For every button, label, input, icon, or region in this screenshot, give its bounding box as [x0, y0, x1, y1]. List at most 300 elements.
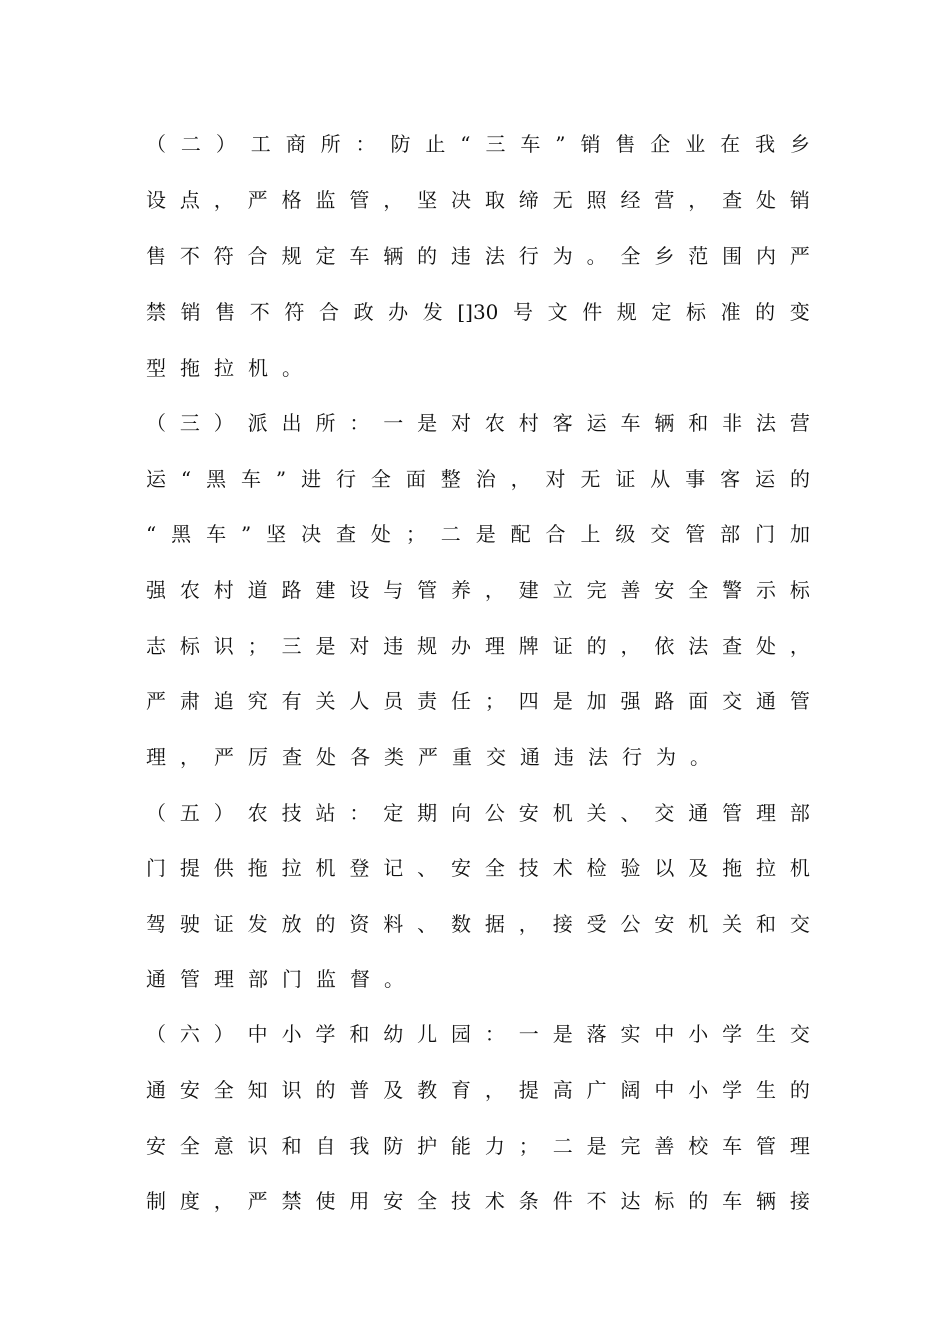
- text-glyph: 处: [316, 745, 336, 769]
- text-glyph: 违: [554, 745, 574, 769]
- text-glyph: 违: [451, 244, 472, 268]
- text-glyph: 全: [620, 244, 641, 268]
- text-glyph: 用: [349, 1189, 370, 1213]
- text-glyph: 辆: [654, 411, 675, 435]
- text-glyph: 事: [685, 467, 706, 491]
- text-glyph: 进: [301, 467, 322, 491]
- text-glyph: 是: [315, 634, 336, 658]
- text-glyph: 度: [179, 1189, 200, 1213]
- text-glyph: 门: [282, 967, 302, 991]
- text-glyph: 安: [654, 578, 675, 602]
- text-glyph: ；: [518, 1134, 539, 1158]
- text-glyph: 面: [405, 467, 426, 491]
- text-glyph: 售: [215, 300, 236, 324]
- text-glyph: 重: [452, 745, 472, 769]
- text-glyph: 强: [146, 578, 166, 602]
- text-glyph: 和: [756, 912, 777, 936]
- text-glyph: 证: [213, 912, 234, 936]
- text-glyph: 、: [620, 801, 641, 825]
- text-glyph: 标: [654, 1189, 675, 1213]
- text-glyph: 追: [213, 689, 234, 713]
- text-glyph: 全: [417, 1189, 438, 1213]
- text-glyph: ）: [213, 1022, 234, 1046]
- text-glyph: 路: [281, 578, 302, 602]
- text-glyph: 的: [315, 912, 336, 936]
- text-glyph: 阔: [620, 1078, 641, 1102]
- text-glyph: 交: [486, 745, 506, 769]
- text-glyph: 、: [417, 856, 438, 880]
- text-glyph: ，: [789, 634, 810, 658]
- text-glyph: 严: [146, 689, 166, 713]
- text-glyph: 关: [722, 912, 743, 936]
- text-glyph: 理: [756, 801, 777, 825]
- text-glyph: 教: [417, 1078, 438, 1102]
- text-glyph: 营: [789, 411, 810, 435]
- text-glyph: 。: [690, 745, 710, 769]
- text-glyph: 究: [247, 689, 268, 713]
- text-glyph: 无: [552, 188, 573, 212]
- text-glyph: 记: [383, 856, 404, 880]
- text-glyph: 号: [513, 300, 533, 324]
- text-glyph: 向: [451, 801, 472, 825]
- text-glyph: 治: [475, 467, 496, 491]
- text-glyph: 依: [654, 634, 675, 658]
- text-glyph: 实: [620, 1022, 641, 1046]
- text-glyph: 客: [720, 467, 741, 491]
- text-glyph: 护: [417, 1134, 438, 1158]
- text-glyph: 整: [440, 467, 461, 491]
- text-glyph: 能: [451, 1134, 472, 1158]
- text-glyph: 定: [315, 244, 336, 268]
- text-glyph: 接: [789, 1189, 810, 1213]
- text-glyph: 为: [552, 244, 573, 268]
- text-glyph: ；: [405, 522, 426, 546]
- text-glyph: 供: [213, 856, 234, 880]
- text-glyph: 三: [179, 411, 200, 435]
- text-glyph: 监: [315, 188, 336, 212]
- text-glyph: 面: [688, 689, 709, 713]
- text-glyph: 达: [620, 1189, 641, 1213]
- text-glyph: 加: [586, 689, 607, 713]
- text-glyph: 示: [756, 578, 777, 602]
- text-glyph: 销: [580, 132, 601, 156]
- text-glyph: 我: [755, 132, 776, 156]
- text-line: [146, 907, 810, 941]
- text-glyph: 生: [756, 1022, 777, 1046]
- text-line: [146, 1184, 810, 1218]
- text-glyph: ，: [484, 578, 505, 602]
- text-line: [146, 684, 810, 718]
- text-glyph: 标: [685, 300, 706, 324]
- text-glyph: 防: [383, 1134, 404, 1158]
- text-glyph: 管: [789, 689, 810, 713]
- text-glyph: 三: [485, 132, 506, 156]
- text-glyph: 销: [789, 188, 810, 212]
- text-glyph: 交: [789, 1022, 810, 1046]
- text-glyph: 拖: [722, 856, 743, 880]
- text-glyph: 机: [552, 801, 573, 825]
- text-glyph: 农: [484, 411, 505, 435]
- text-glyph: ：: [349, 411, 370, 435]
- text-glyph: 安: [518, 801, 539, 825]
- text-glyph: 规: [417, 634, 438, 658]
- text-glyph: 部: [248, 967, 268, 991]
- text-glyph: 禁: [146, 300, 166, 324]
- text-glyph: 及: [688, 856, 709, 880]
- text-glyph: 交: [789, 912, 810, 936]
- text-glyph: 学: [722, 1078, 743, 1102]
- text-glyph: 任: [451, 689, 472, 713]
- text-glyph: 是: [475, 522, 496, 546]
- text-glyph: 关: [315, 689, 336, 713]
- text-glyph: 完: [586, 578, 607, 602]
- text-glyph: ，: [484, 1078, 505, 1102]
- text-glyph: 法: [588, 745, 608, 769]
- text-glyph: 的: [586, 634, 607, 658]
- text-glyph: 识: [247, 1134, 268, 1158]
- text-glyph: 和: [349, 1022, 370, 1046]
- text-glyph: 各: [350, 745, 370, 769]
- text-glyph: 售: [146, 244, 166, 268]
- text-glyph: 与: [383, 578, 404, 602]
- text-glyph: 拖: [180, 356, 200, 380]
- text-glyph: ，: [213, 1189, 234, 1213]
- text-glyph: 标: [789, 578, 810, 602]
- text-glyph: 二: [180, 132, 201, 156]
- text-glyph: 通: [146, 967, 166, 991]
- text-glyph: 规: [281, 244, 302, 268]
- text-glyph: 符: [213, 244, 234, 268]
- text-glyph: 志: [146, 634, 166, 658]
- text-glyph: 农: [179, 578, 200, 602]
- text-glyph: 。: [384, 967, 404, 991]
- text-glyph: 非: [722, 411, 743, 435]
- text-glyph: 知: [247, 1078, 268, 1102]
- text-glyph: 拖: [247, 856, 268, 880]
- text-glyph: 车: [241, 467, 261, 491]
- text-glyph: 安: [179, 1078, 200, 1102]
- text-glyph: 的: [417, 244, 438, 268]
- text-glyph: 政: [353, 300, 374, 324]
- text-glyph: ；: [484, 689, 505, 713]
- text-glyph: 的: [789, 1078, 810, 1102]
- text-glyph: 件: [552, 1189, 573, 1213]
- text-glyph: 生: [756, 1078, 777, 1102]
- text-glyph: 上: [580, 522, 601, 546]
- text-glyph: 使: [315, 1189, 336, 1213]
- text-glyph: 意: [213, 1134, 234, 1158]
- text-glyph: ；: [247, 634, 268, 658]
- text-glyph: 查: [722, 188, 743, 212]
- text-glyph: 的: [315, 1078, 336, 1102]
- text-line: [146, 1129, 810, 1163]
- text-glyph: 一: [383, 411, 404, 435]
- text-glyph: 站: [315, 801, 336, 825]
- text-glyph: 接: [552, 912, 573, 936]
- text-glyph: 决: [301, 522, 322, 546]
- text-glyph: 黑: [171, 522, 192, 546]
- text-glyph: 车: [722, 1134, 743, 1158]
- text-glyph: 三: [281, 634, 302, 658]
- text-glyph: 营: [654, 188, 675, 212]
- text-line: [146, 962, 810, 996]
- text-glyph: 定: [651, 300, 672, 324]
- text-glyph: 点: [179, 188, 200, 212]
- text-glyph: 关: [586, 801, 607, 825]
- text-glyph: 部: [789, 801, 810, 825]
- text-glyph: 无: [580, 467, 601, 491]
- text-line: [146, 796, 810, 830]
- text-glyph: 放: [281, 912, 302, 936]
- text-glyph: 工: [250, 132, 271, 156]
- text-glyph: 机: [688, 912, 709, 936]
- text-glyph: ，: [510, 467, 531, 491]
- text-glyph: 责: [417, 689, 438, 713]
- text-glyph: 黑: [206, 467, 227, 491]
- text-glyph: 高: [552, 1078, 573, 1102]
- text-glyph: 五: [179, 801, 200, 825]
- text-glyph: 严: [789, 244, 810, 268]
- text-glyph: 对: [545, 467, 566, 491]
- text-glyph: 资: [349, 912, 370, 936]
- text-glyph: 交: [722, 689, 743, 713]
- text-glyph: 肃: [179, 689, 200, 713]
- text-glyph: 落: [586, 1022, 607, 1046]
- text-glyph: 公: [484, 801, 505, 825]
- text-glyph: 受: [586, 912, 607, 936]
- text-glyph: 据: [484, 912, 505, 936]
- text-glyph: 通: [756, 689, 777, 713]
- text-line: [146, 573, 810, 607]
- text-glyph: 拉: [214, 356, 234, 380]
- text-glyph: 型: [146, 356, 166, 380]
- text-glyph: 安: [654, 912, 675, 936]
- text-glyph: 理: [146, 745, 166, 769]
- text-glyph: 检: [586, 856, 607, 880]
- text-glyph: 设: [349, 578, 370, 602]
- text-glyph: 证: [552, 634, 573, 658]
- text-glyph: 不: [179, 244, 200, 268]
- text-glyph: 法: [484, 244, 505, 268]
- text-glyph: 是: [586, 1134, 607, 1158]
- text-glyph: （: [146, 1022, 166, 1046]
- text-glyph: 发: [247, 912, 268, 936]
- text-glyph: 技: [281, 801, 302, 825]
- text-glyph: ）: [215, 132, 236, 156]
- text-glyph: 证: [615, 467, 636, 491]
- text-glyph: 技: [518, 856, 539, 880]
- text-glyph: 是: [552, 689, 573, 713]
- text-glyph: 不: [586, 1189, 607, 1213]
- text-glyph: 门: [146, 856, 166, 880]
- text-glyph: 学: [722, 1022, 743, 1046]
- text-glyph: 围: [722, 244, 743, 268]
- text-line: [146, 629, 810, 663]
- text-glyph: 员: [383, 689, 404, 713]
- text-glyph: 善: [654, 1134, 675, 1158]
- text-glyph: 立: [552, 578, 573, 602]
- text-glyph: 全: [688, 578, 709, 602]
- text-glyph: 二: [440, 522, 461, 546]
- text-line: [146, 295, 810, 329]
- text-glyph: 查: [336, 522, 356, 546]
- text-line: [146, 406, 810, 440]
- text-glyph: 违: [383, 634, 404, 658]
- text-glyph: ）: [213, 801, 234, 825]
- text-glyph: 管: [417, 578, 438, 602]
- text-line: [146, 517, 810, 551]
- text-glyph: “: [180, 467, 192, 491]
- text-glyph: 派: [247, 411, 268, 435]
- text-glyph: 安: [451, 856, 472, 880]
- text-glyph: 条: [518, 1189, 539, 1213]
- text-glyph: 处: [370, 522, 391, 546]
- text-glyph: 管: [756, 1134, 777, 1158]
- text-glyph: 取: [484, 188, 505, 212]
- text-glyph: 处: [756, 188, 777, 212]
- text-glyph: 对: [349, 634, 370, 658]
- text-glyph: 商: [285, 132, 306, 156]
- text-glyph: 养: [451, 578, 472, 602]
- text-glyph: 企: [650, 132, 671, 156]
- text-glyph: 范: [688, 244, 709, 268]
- text-glyph: 管: [180, 967, 200, 991]
- text-glyph: “: [146, 522, 157, 546]
- text-glyph: 识: [213, 634, 234, 658]
- text-glyph: 所: [315, 411, 336, 435]
- text-glyph: 行: [622, 745, 642, 769]
- text-glyph: 通: [520, 745, 540, 769]
- text-glyph: 料: [383, 912, 404, 936]
- text-glyph: 数: [451, 912, 472, 936]
- text-glyph: 识: [281, 1078, 302, 1102]
- text-glyph: ：: [484, 1022, 505, 1046]
- text-glyph: 法: [756, 411, 777, 435]
- text-glyph: 农: [247, 801, 268, 825]
- text-glyph: 符: [284, 300, 305, 324]
- text-glyph: 查: [282, 745, 302, 769]
- text-glyph: 以: [654, 856, 675, 880]
- text-glyph: 管: [685, 522, 706, 546]
- text-glyph: 业: [685, 132, 706, 156]
- text-glyph: 术: [552, 856, 573, 880]
- text-glyph: “: [460, 132, 471, 156]
- text-glyph: 门: [755, 522, 776, 546]
- text-glyph: 拉: [281, 856, 302, 880]
- text-glyph: 合: [545, 522, 566, 546]
- text-line: [146, 239, 810, 273]
- text-glyph: 小: [281, 1022, 302, 1046]
- text-glyph: 机: [315, 856, 336, 880]
- text-glyph: 全: [370, 467, 391, 491]
- text-glyph: 育: [451, 1078, 472, 1102]
- text-glyph: 乡: [789, 132, 810, 156]
- text-glyph: 一: [518, 1022, 539, 1046]
- text-glyph: （: [146, 411, 166, 435]
- text-glyph: 销: [180, 300, 201, 324]
- text-glyph: 管: [722, 801, 743, 825]
- text-glyph: ：: [355, 132, 376, 156]
- text-glyph: 我: [349, 1134, 370, 1158]
- text-glyph: 四: [518, 689, 539, 713]
- text-glyph: 全: [213, 1078, 234, 1102]
- text-glyph: 安: [383, 1189, 404, 1213]
- text-glyph: 车: [206, 522, 227, 546]
- text-glyph: 加: [789, 522, 810, 546]
- text-glyph: ，: [620, 634, 641, 658]
- text-glyph: 发: [422, 300, 443, 324]
- text-glyph: 园: [451, 1022, 472, 1046]
- text-glyph: 车: [722, 1189, 743, 1213]
- text-glyph: 警: [722, 578, 743, 602]
- text-glyph: 变: [789, 300, 810, 324]
- text-glyph: 理: [484, 634, 505, 658]
- text-glyph: 路: [654, 689, 675, 713]
- text-glyph: 的: [755, 300, 776, 324]
- text-glyph: ”: [555, 132, 566, 156]
- text-glyph: 力: [484, 1134, 505, 1158]
- text-glyph: 全: [179, 1134, 200, 1158]
- text-glyph: 机: [248, 356, 268, 380]
- text-glyph: 车: [349, 244, 370, 268]
- text-glyph: 道: [247, 578, 268, 602]
- text-glyph: 监: [316, 967, 336, 991]
- text-glyph: 客: [552, 411, 573, 435]
- text-glyph: 拉: [756, 856, 777, 880]
- text-glyph: 管: [349, 188, 370, 212]
- text-glyph: 不: [249, 300, 270, 324]
- text-glyph: 合: [247, 244, 268, 268]
- text-glyph: 办: [388, 300, 409, 324]
- text-line: [146, 1017, 810, 1051]
- text-glyph: 全: [484, 856, 505, 880]
- text-glyph: 验: [620, 856, 641, 880]
- text-glyph: 运: [586, 411, 607, 435]
- text-glyph: 出: [281, 411, 302, 435]
- text-glyph: 和: [688, 411, 709, 435]
- text-glyph: （: [146, 801, 166, 825]
- text-glyph: 小: [688, 1078, 709, 1102]
- text-glyph: 件: [582, 300, 603, 324]
- text-glyph: 止: [425, 132, 446, 156]
- text-glyph: 提: [179, 856, 200, 880]
- text-line: [146, 851, 810, 885]
- text-glyph: 级: [615, 522, 636, 546]
- text-glyph: 安: [146, 1134, 166, 1158]
- text-glyph: 广: [586, 1078, 607, 1102]
- text-line: [146, 351, 810, 385]
- text-glyph: ”: [241, 522, 252, 546]
- text-glyph: 车: [620, 411, 641, 435]
- text-glyph: 所: [320, 132, 341, 156]
- text-glyph: 。: [586, 244, 607, 268]
- text-glyph: 建: [518, 578, 539, 602]
- text-glyph: 行: [336, 467, 356, 491]
- text-glyph: 小: [688, 1022, 709, 1046]
- text-glyph: 设: [146, 188, 166, 212]
- text-glyph: 辆: [383, 244, 404, 268]
- text-glyph: 学: [315, 1022, 336, 1046]
- text-glyph: 完: [620, 1134, 641, 1158]
- text-glyph: 售: [615, 132, 636, 156]
- text-glyph: 、: [417, 912, 438, 936]
- text-glyph: 期: [417, 801, 438, 825]
- text-glyph: 准: [720, 300, 741, 324]
- text-glyph: []30: [457, 300, 499, 324]
- text-glyph: 乡: [654, 244, 675, 268]
- text-glyph: 格: [281, 188, 302, 212]
- text-glyph: 合: [318, 300, 339, 324]
